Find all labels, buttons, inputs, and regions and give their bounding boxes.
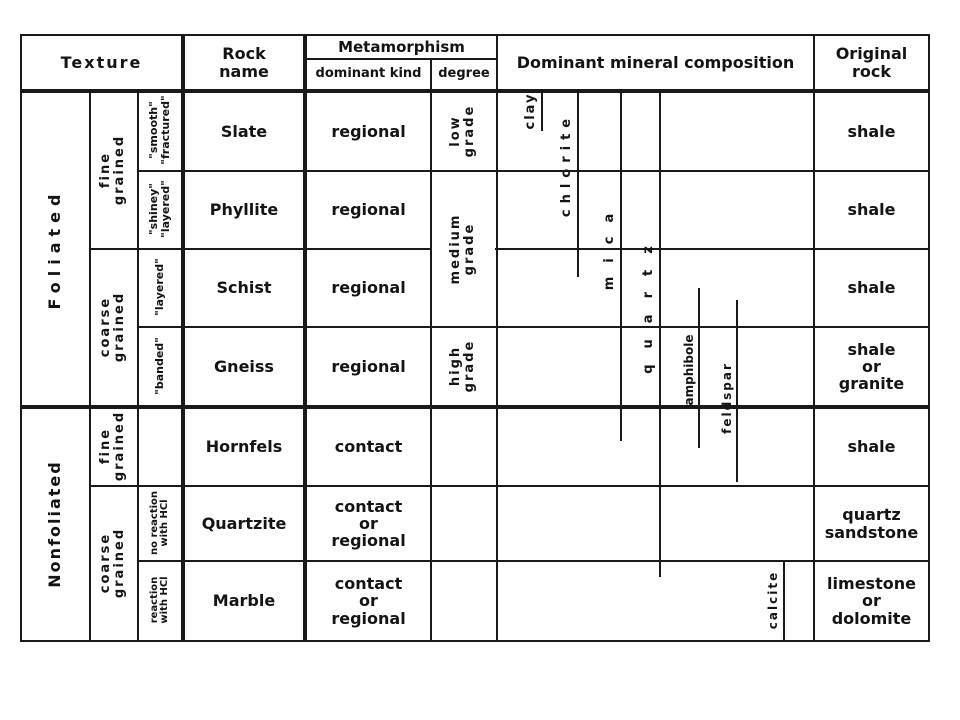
original-marble: limestone or dolomite <box>827 574 916 628</box>
kind-schist: regional <box>331 278 406 298</box>
descriptor-quartzite: no reaction with HCl <box>148 490 170 556</box>
original-schist: shale <box>847 278 896 298</box>
header-mineral-composition: Dominant mineral composition <box>516 52 795 72</box>
rock-name-quartzite: Quartzite <box>201 513 287 533</box>
grade-low: low grade <box>448 104 477 158</box>
rock-name-marble: Marble <box>212 591 276 611</box>
rock-name-gneiss: Gneiss <box>214 356 274 376</box>
mineral-bar-clay <box>541 91 543 131</box>
header-degree: degree <box>438 66 490 82</box>
original-hornfels: shale <box>847 437 896 457</box>
descriptor-marble: reaction with HCl <box>148 576 170 624</box>
mineral-label-amphibole: amphibole <box>681 334 696 406</box>
mineral-bar-chlorite <box>577 91 579 277</box>
kind-quartzite: contact or regional <box>331 496 406 551</box>
mineral-bar-quartz <box>659 91 661 577</box>
descriptor-slate: "smooth" "fractured" <box>147 95 172 165</box>
mineral-label-chlorite: chlorite <box>559 112 575 218</box>
original-phyllite: shale <box>847 200 896 220</box>
header-metamorphism: Metamorphism <box>338 37 465 56</box>
header-dominant-kind: dominant kind <box>315 66 422 82</box>
descriptor-schist: "layered" <box>153 258 167 316</box>
mineral-bar-calcite <box>783 562 785 640</box>
group-divider-rule <box>20 405 930 409</box>
header-original-rock: Original rock <box>835 44 908 81</box>
original-slate: shale <box>847 121 896 141</box>
grain-foliated-fine: fine grained <box>98 134 127 206</box>
descriptor-phyllite: "shiney" "layered" <box>147 180 172 238</box>
kind-phyllite: regional <box>331 200 406 220</box>
header-texture: Texture <box>60 52 143 72</box>
col-rule-minerals <box>496 34 498 642</box>
mineral-label-calcite: calcite <box>765 570 780 630</box>
mineral-bar-mica <box>620 91 622 441</box>
kind-slate: regional <box>331 121 406 141</box>
kind-gneiss: regional <box>331 356 406 376</box>
mineral-label-mica: mica <box>602 199 618 291</box>
kind-hornfels: contact <box>334 437 403 457</box>
rock-name-phyllite: Phyllite <box>209 200 279 220</box>
grade-high: high grade <box>448 339 477 393</box>
descriptor-gneiss: "banded" <box>153 337 167 395</box>
col-rule-degree <box>430 58 432 642</box>
group-foliated-label: Foliated <box>44 188 64 310</box>
header-rock-name: Rock name <box>219 44 269 81</box>
mineral-bar-amphibole <box>698 288 700 448</box>
rock-name-slate: Slate <box>220 121 268 141</box>
mineral-label-quartz: quartz <box>641 230 657 374</box>
table-border-right <box>928 34 930 642</box>
original-gneiss: shale or granite <box>838 339 905 394</box>
table-border-left <box>20 34 22 642</box>
rock-name-schist: Schist <box>216 278 272 298</box>
mineral-label-clay: clay <box>523 92 539 130</box>
original-quartzite: quartz sandstone <box>824 505 919 542</box>
kind-marble: contact or regional <box>331 574 406 628</box>
table-border-bottom <box>20 640 930 642</box>
grain-nonfoliated-coarse: coarse grained <box>98 527 127 599</box>
group-nonfoliated-label: Nonfoliated <box>44 460 64 588</box>
grain-foliated-coarse: coarse grained <box>98 291 127 363</box>
grade-medium: medium grade <box>448 213 477 285</box>
rock-name-hornfels: Hornfels <box>205 437 283 457</box>
mineral-label-feldspar: feldspar <box>719 362 734 434</box>
grain-nonfoliated-fine: fine grained <box>98 410 127 482</box>
mineral-bar-feldspar <box>736 300 738 482</box>
